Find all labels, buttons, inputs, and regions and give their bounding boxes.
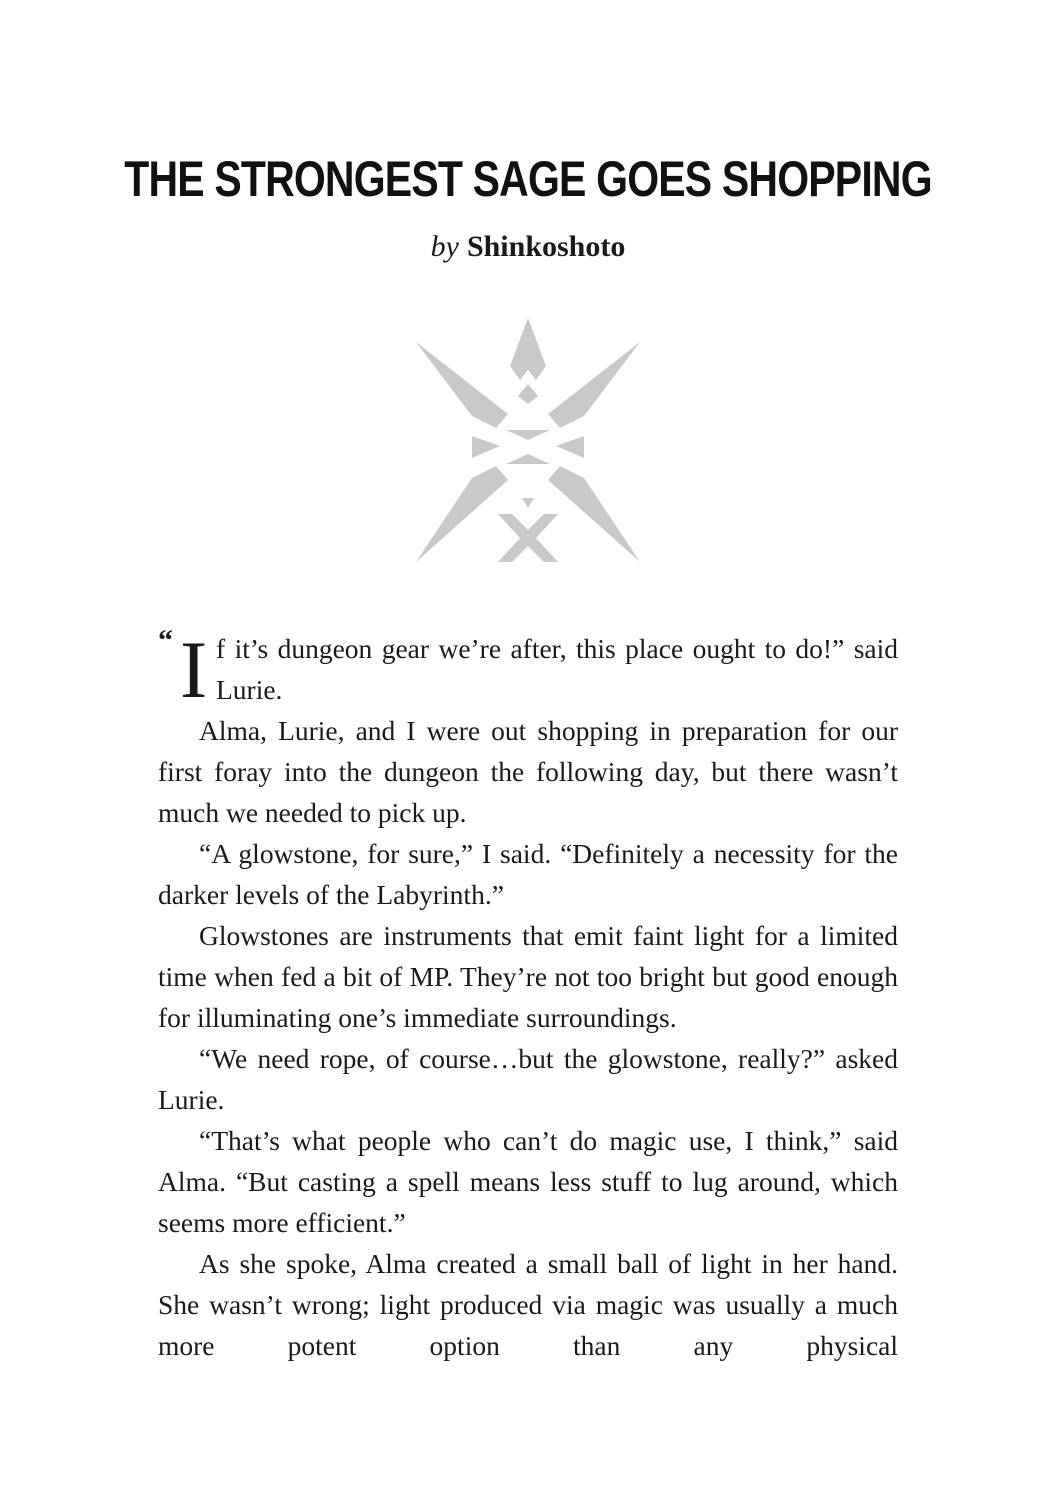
paragraph-5: “We need rope, of course…but the glowstone, really?” asked Lurie. [158,1043,898,1115]
paragraph-3: “A glowstone, for sure,” I said. “Definitely a necessity for the darker levels of the Labyrinth.” [158,838,898,910]
drop-cap-letter: I [180,624,208,715]
paragraph-2: Alma, Lurie, and I were out shopping in preparation for our first foray into the dungeon the following day, but there wasn’t much we needed to pick up. [158,715,898,828]
emblem-top-spike [510,318,546,380]
paragraph-1 [158,624,898,715]
emblem-left-arrow [472,436,500,458]
emblem-center-top [506,430,550,440]
paragraph-7: As she spoke, Alma created a small ball of light in her hand. She wasn’t wrong; light produced via magic was usually a much more potent option than any physical [158,1248,898,1361]
emblem-right-arrow [556,436,584,458]
emblem-bottom-lattice [498,514,558,562]
emblem-top-diamond [518,384,538,404]
author-name: Shinkoshoto [466,230,626,263]
emblem-upper-right-blade [548,342,640,428]
byline [0,230,1056,264]
drop-cap [158,624,214,715]
byline-prefix: by [430,230,459,263]
emblem-lower-left-blade [416,466,508,562]
emblem-lower-right-blade [548,466,640,562]
star-compass-icon [400,318,656,574]
paragraph-1-text: f it’s dungeon gear we’re after, this place ought to do!” said Lurie. [216,633,898,705]
emblem-bottom-notch [522,498,534,508]
paragraph-4: Glowstones are instruments that emit faint light for a limited time when fed a bit of MP. They’re not too bright but good enough for illuminating one’s immediate surroundings. [158,920,898,1033]
emblem-upper-left-blade [416,342,508,428]
chapter-title: THE STRONGEST SAGE GOES SHOPPING [124,151,932,207]
emblem-center-bottom [506,454,550,464]
body-text [158,624,898,1366]
drop-cap-quote: “ [158,624,173,657]
paragraph-6: “That’s what people who can’t do magic use, I think,” said Alma. “But casting a spell means less stuff to lug around, which seems more efficient.” [158,1125,898,1238]
